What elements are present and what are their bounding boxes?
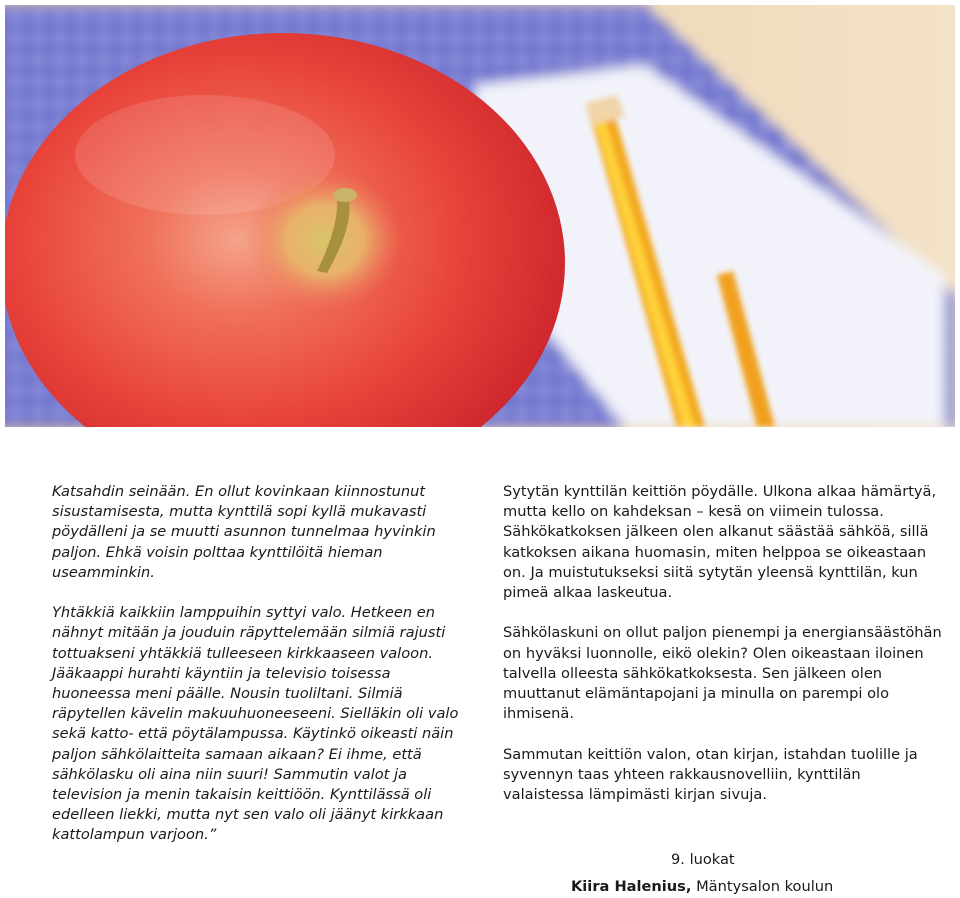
right-paragraph-1: Sytytän kynttilän keittiön pöydälle. Ulkona alkaa hämärtyä, mutta kello on kahdeksan – kesä on viimein tulossa. Sähkökatkoksen jälkeen olen alkanut säästää sähköä, sillä katkoksen aikana huomasin, miten helppoa se oikeastaan on. Ja muistutukseksi siitä sytytän yleensä kynttilän, kun pimeä alkaa laskeutua. bbox=[503, 483, 937, 602]
right-column bbox=[503, 482, 943, 825]
left-paragraph-2: Yhtäkkiä kaikkiin lamppuihin syttyi valo. Hetkeen en nähnyt mitään ja jouduin räpyttelemään silmiä rajusti tottuakseni yhtäkkiä tulleeseen kirkkaaseen valoon. Jääkaappi hurahti käyntiin ja televisio toisessa huoneessa meni päälle. Nousin tuoliltani. Silmiä räpytellen kävelin makuuhuoneeseeni. Sielläkin oli valo sekä katto- että pöytälampussa. Käytinkö oikeasti näin paljon sähkölaitteita samaan aikaan? Ei ihme, että sähkölasku oli aina niin suuri! Sammutin valot ja television ja menin takaisin keittiöön. Kynttilässä oli edelleen liekki, mutta nyt sen valo oli jäänyt kirkkaan kattolampun varjoon.” bbox=[52, 604, 459, 844]
school-name: Mäntysalon koulun bbox=[696, 878, 834, 895]
photo-illustration bbox=[5, 5, 955, 427]
left-paragraph-1: Katsahdin seinään. En ollut kovinkaan kiinnostunut sisustamisesta, mutta kynttilä sopi kyllä mukavasti pöydälleni ja se muutti asunnon tunnelmaa hyvinkin paljon. Ehkä voisin polttaa kynttilöitä hieman useamminkin. bbox=[52, 483, 436, 581]
right-paragraph-2: Sähkölaskuni on ollut paljon pienempi ja energiansäästöhän on hyväksi luonnolle, eikö olekin? Olen oikeastaan iloinen talvella olleesta sähkökatkoksesta. Sen jälkeen olen muuttanut elämäntapojani ja minulla on parempi olo ihmisenä. bbox=[503, 624, 942, 723]
apple-pencils-photo bbox=[5, 5, 955, 427]
right-paragraph-3: Sammutan keittiön valon, otan kirjan, istahdan tuolille ja syvennyn taas yhteen rakkausnovelliin, kynttilän valaistessa lämpimästi kirjan sivuja. bbox=[503, 745, 918, 804]
signature-grade: 9. luokat bbox=[671, 851, 735, 868]
left-column bbox=[52, 482, 462, 866]
author-name: Kiira Halenius, bbox=[571, 878, 692, 895]
signature-line bbox=[571, 877, 833, 897]
